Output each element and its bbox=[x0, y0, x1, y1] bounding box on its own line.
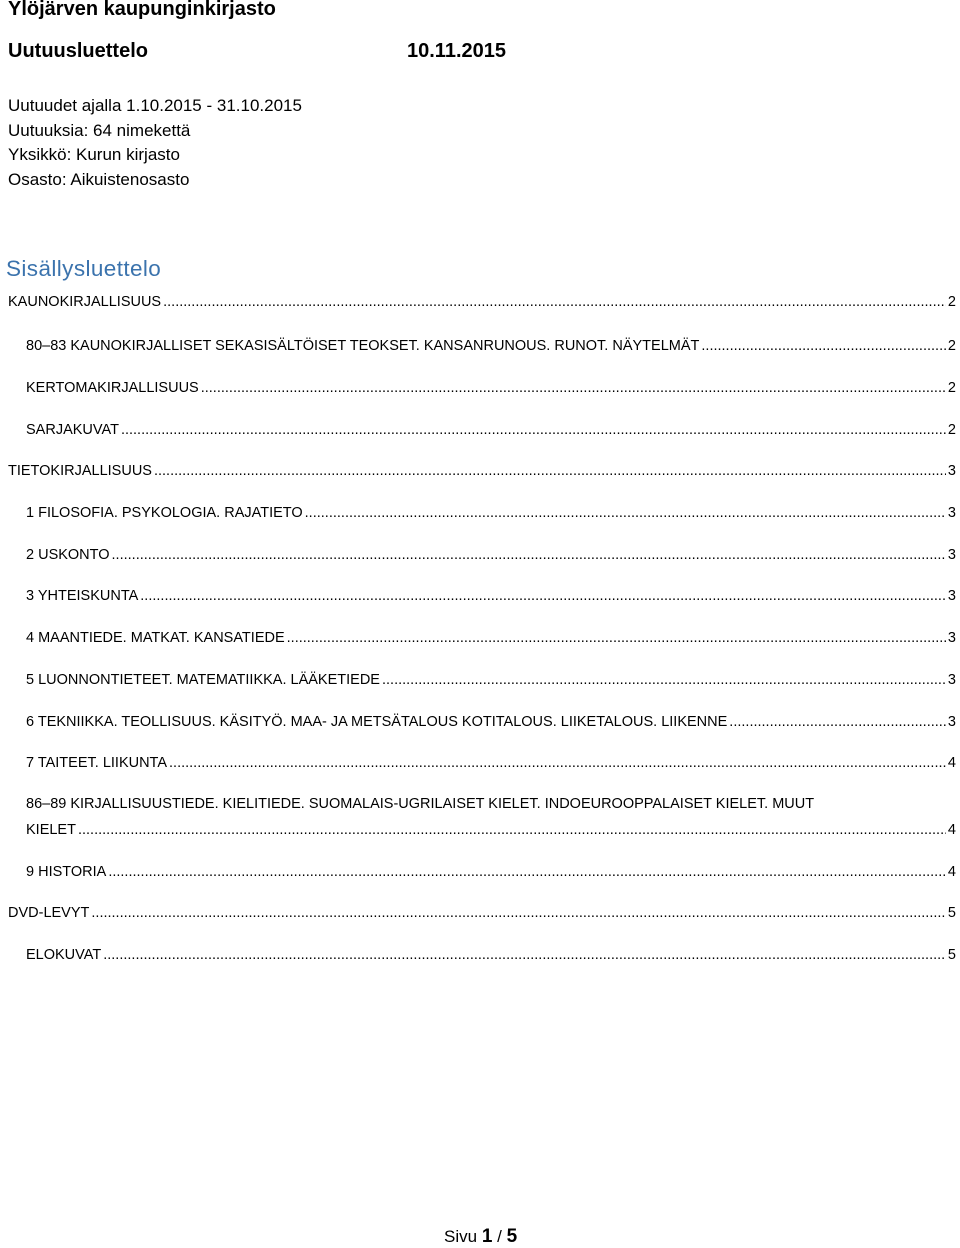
toc-entry-page: 3 bbox=[947, 672, 956, 688]
toc-entry[interactable] bbox=[8, 903, 956, 923]
toc-entry-page: 2 bbox=[947, 422, 956, 438]
toc-entry[interactable] bbox=[8, 292, 956, 312]
toc-entry-page: 5 bbox=[947, 947, 956, 963]
toc-heading: Sisällysluettelo bbox=[6, 256, 162, 281]
toc-entry-label: 2 USKONTO bbox=[26, 547, 110, 563]
page-word: Sivu bbox=[444, 1227, 478, 1246]
period-line: Uutuudet ajalla 1.10.2015 - 31.10.2015 bbox=[8, 96, 302, 115]
toc-entry-page: 3 bbox=[947, 630, 956, 646]
toc-leader bbox=[140, 586, 946, 606]
toc-leader bbox=[103, 945, 946, 965]
toc-leader bbox=[382, 670, 946, 690]
toc-entry[interactable] bbox=[26, 753, 956, 773]
toc-entry-page: 4 bbox=[947, 864, 956, 880]
unit-line: Yksikkö: Kurun kirjasto bbox=[8, 145, 180, 164]
toc-entry[interactable] bbox=[26, 503, 956, 523]
toc-entry[interactable] bbox=[26, 545, 956, 565]
toc-leader bbox=[163, 292, 946, 312]
library-name: Ylöjärven kaupunginkirjasto bbox=[8, 0, 276, 20]
list-metadata bbox=[8, 94, 302, 192]
current-page-number: 1 bbox=[481, 1226, 493, 1247]
toc-leader bbox=[108, 862, 946, 882]
toc-entry[interactable] bbox=[26, 378, 956, 398]
toc-entry-label-line1[interactable]: 86‒89 KIRJALLISUUSTIEDE. KIELITIEDE. SUOMALAIS-UGRILAISET KIELET. INDOEUROOPPALAISET KIELET. MUUT bbox=[26, 796, 815, 812]
toc-leader bbox=[121, 420, 946, 440]
toc-entry-label: KIELET bbox=[26, 822, 76, 838]
toc-entry-page: 5 bbox=[947, 905, 956, 921]
toc-entry-label: 3 YHTEISKUNTA bbox=[26, 588, 139, 604]
toc-entry-label: 5 LUONNONTIETEET. MATEMATIIKKA. LÄÄKETIEDE bbox=[26, 672, 380, 688]
toc-leader bbox=[169, 753, 946, 773]
toc-entry-label: 6 TEKNIIKKA. TEOLLISUUS. KÄSITYÖ. MAA- JA METSÄTALOUS KOTITALOUS. LIIKETALOUS. LIIKENNE bbox=[26, 714, 728, 730]
toc-entry-page: 2 bbox=[947, 294, 956, 310]
list-title: Uutuusluettelo bbox=[8, 40, 148, 62]
toc-entry-label: TIETOKIRJALLISUUS bbox=[8, 463, 152, 479]
toc-leader bbox=[91, 903, 946, 923]
page-separator: / bbox=[497, 1227, 502, 1246]
toc-entry-page: 3 bbox=[947, 547, 956, 563]
toc-entry-page: 3 bbox=[947, 463, 956, 479]
toc-leader bbox=[78, 820, 946, 840]
toc-leader bbox=[701, 336, 946, 356]
toc-entry[interactable] bbox=[26, 712, 956, 732]
toc-entry-label: 4 MAANTIEDE. MATKAT. KANSATIEDE bbox=[26, 630, 285, 646]
toc-entry-label: ELOKUVAT bbox=[26, 947, 102, 963]
toc-leader bbox=[305, 503, 946, 523]
toc-entry-label: 9 HISTORIA bbox=[26, 864, 107, 880]
toc-leader bbox=[112, 545, 946, 565]
toc-entry-page: 2 bbox=[947, 338, 956, 354]
count-line: Uutuuksia: 64 nimekettä bbox=[8, 120, 191, 140]
toc-entry-page: 3 bbox=[947, 714, 956, 730]
toc-entry[interactable] bbox=[26, 670, 956, 690]
toc-entry-label: KERTOMAKIRJALLISUUS bbox=[26, 380, 199, 396]
toc-leader bbox=[729, 712, 946, 732]
toc-entry[interactable] bbox=[26, 336, 956, 356]
toc-entry[interactable] bbox=[26, 945, 956, 965]
toc-entry-page: 4 bbox=[947, 822, 956, 838]
total-pages-number: 5 bbox=[506, 1226, 518, 1247]
toc-leader bbox=[154, 461, 946, 481]
toc-entry-label: 80‒83 KAUNOKIRJALLISET SEKASISÄLTÖISET TEOKSET. KANSANRUNOUS. RUNOT. NÄYTELMÄT bbox=[26, 338, 700, 354]
toc-entry[interactable] bbox=[26, 820, 956, 840]
toc-entry-page: 3 bbox=[947, 588, 956, 604]
toc-leader bbox=[287, 628, 946, 648]
page-footer bbox=[444, 1226, 517, 1248]
toc-entry-label: KAUNOKIRJALLISUUS bbox=[8, 294, 162, 310]
toc-entry[interactable] bbox=[26, 628, 956, 648]
toc-entry[interactable] bbox=[26, 862, 956, 882]
toc-entry-page: 2 bbox=[947, 380, 956, 396]
toc-entry-label: SARJAKUVAT bbox=[26, 422, 119, 438]
list-date: 10.11.2015 bbox=[407, 40, 506, 62]
toc-entry[interactable] bbox=[26, 420, 956, 440]
toc-entry[interactable] bbox=[26, 586, 956, 606]
toc-entry-page: 4 bbox=[947, 755, 956, 771]
toc-entry-label: 7 TAITEET. LIIKUNTA bbox=[26, 755, 168, 771]
toc-entry-label: 1 FILOSOFIA. PSYKOLOGIA. RAJATIETO bbox=[26, 505, 303, 521]
department-line: Osasto: Aikuistenosasto bbox=[8, 169, 190, 189]
toc-entry-label: DVD-LEVYT bbox=[8, 905, 90, 921]
toc-entry[interactable] bbox=[8, 461, 956, 481]
toc-entry-page: 3 bbox=[947, 505, 956, 521]
toc-leader bbox=[201, 378, 946, 398]
